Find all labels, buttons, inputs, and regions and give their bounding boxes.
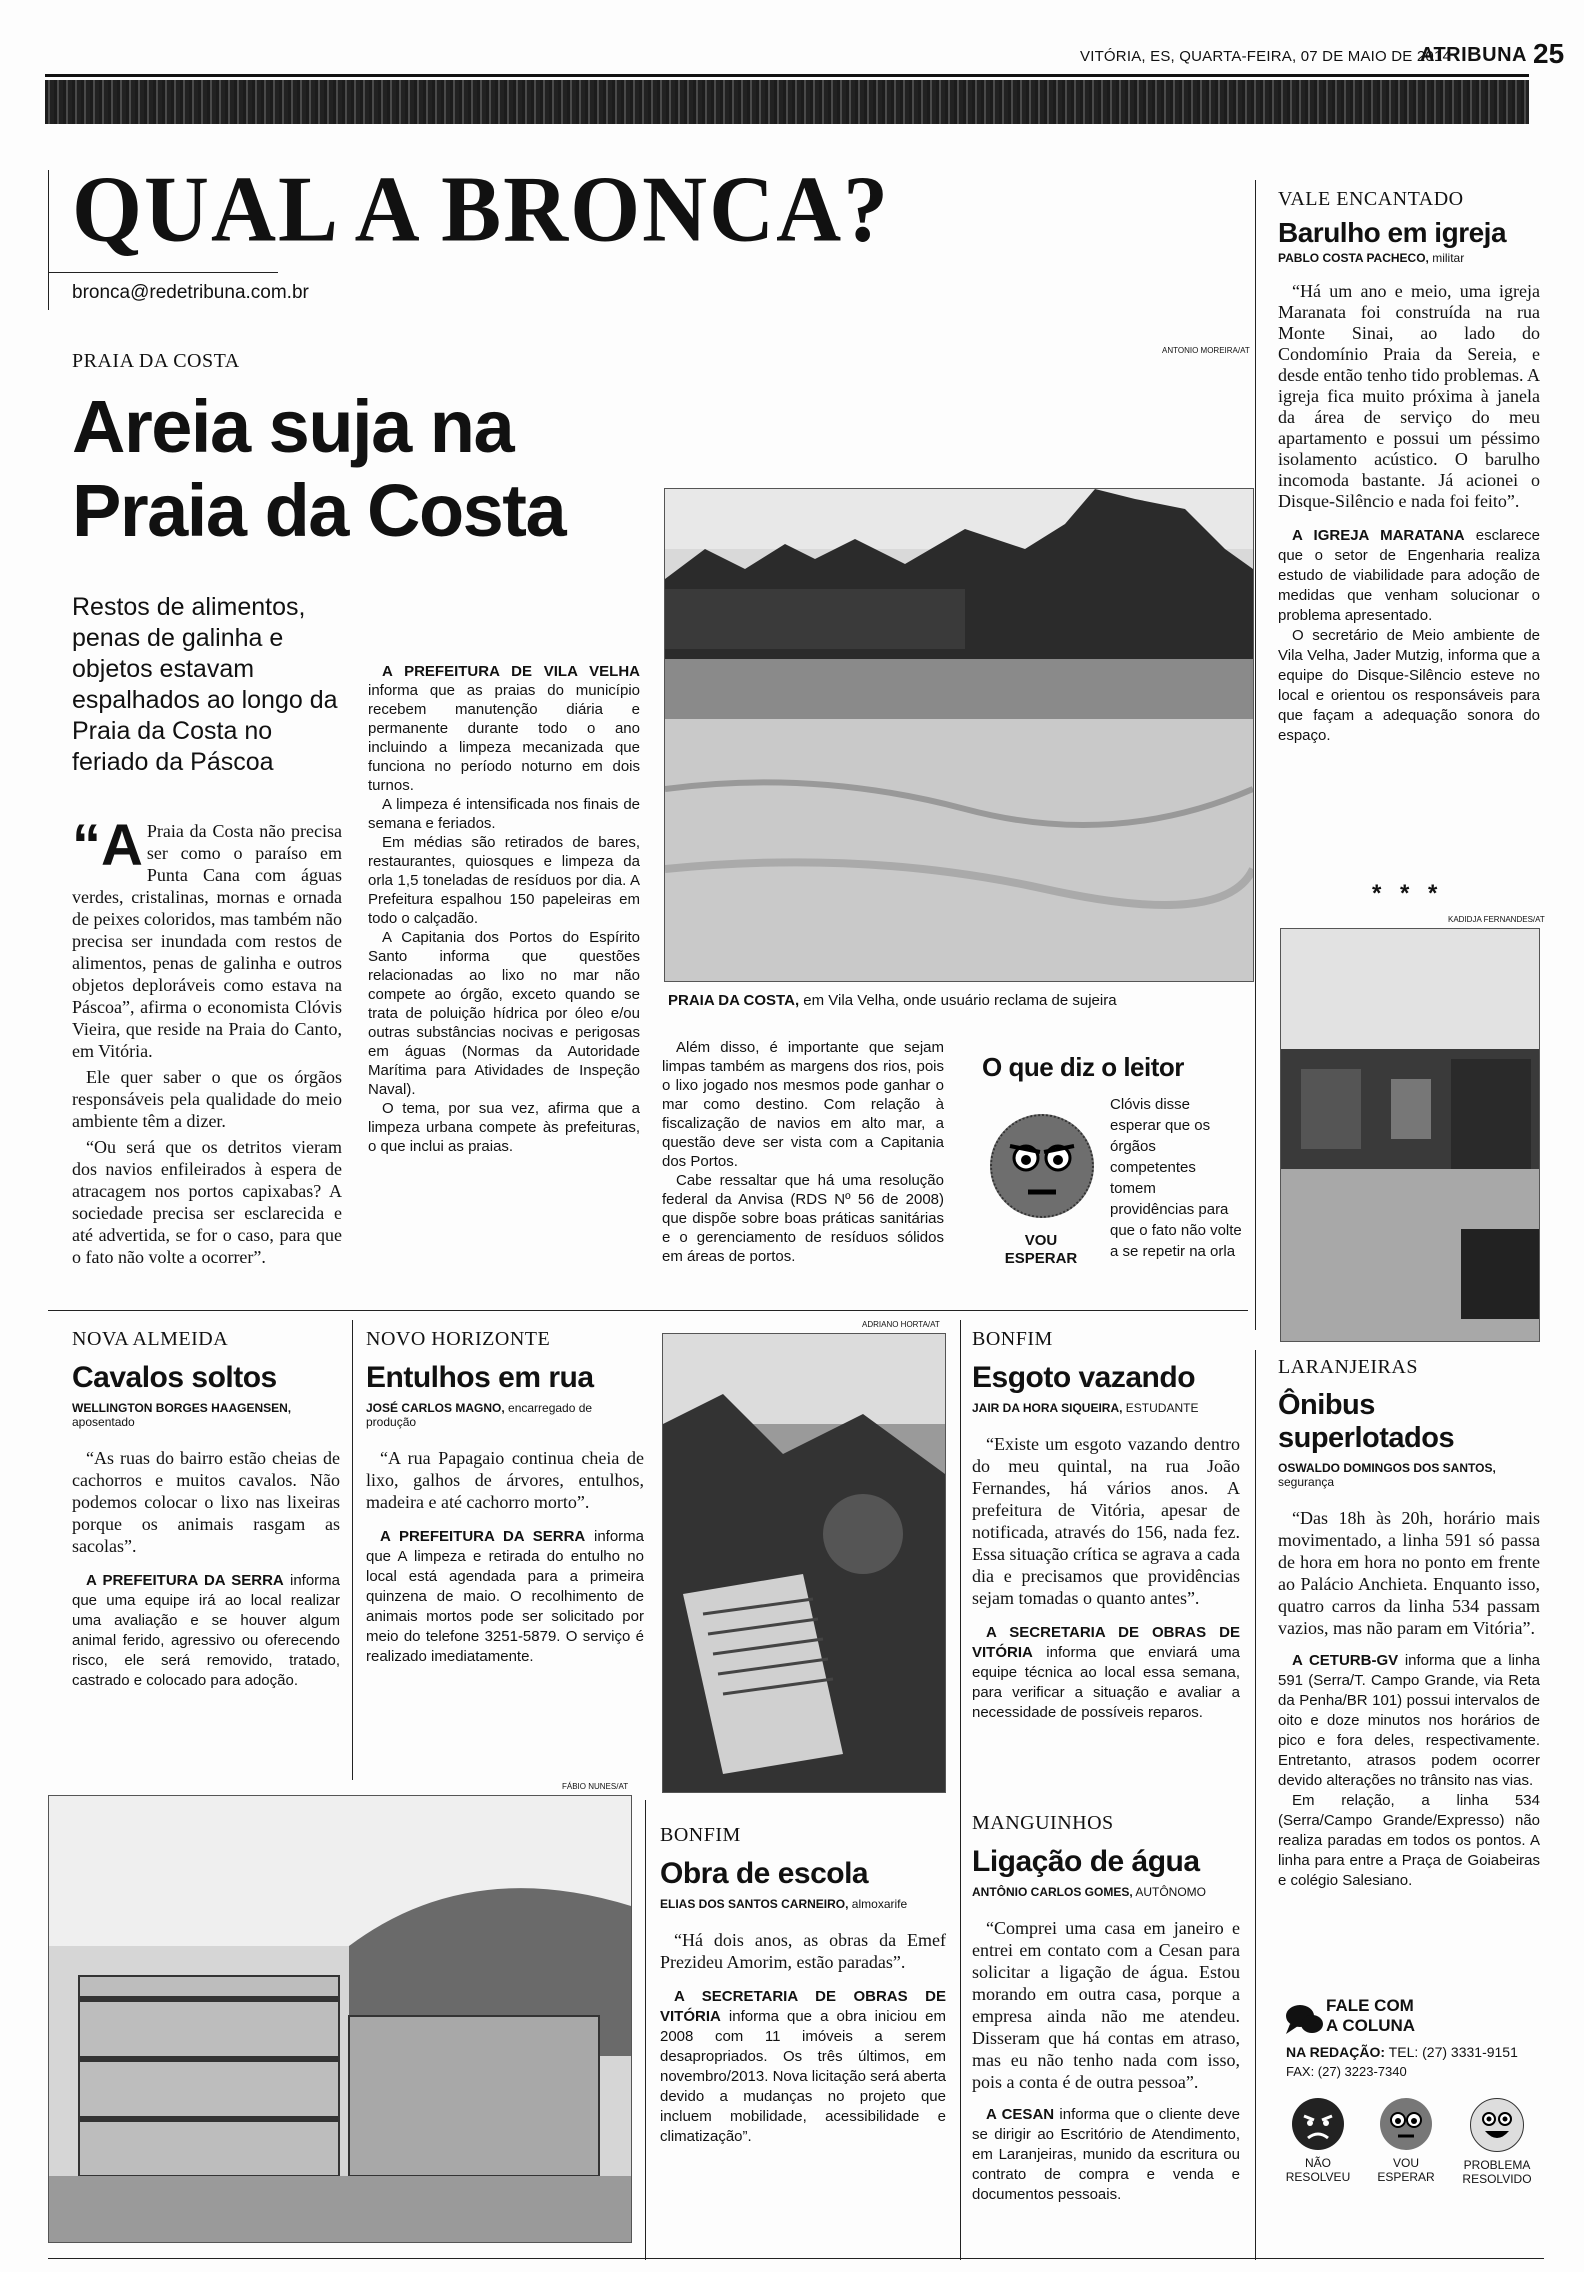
column-email[interactable]: bronca@redetribuna.com.br	[72, 282, 309, 303]
leitor-title: O que diz o leitor	[982, 1052, 1184, 1082]
bonfim-esgoto-role: ESTUDANTE	[1122, 1401, 1199, 1415]
main-headline	[72, 385, 565, 553]
vale-author: PABLO COSTA PACHECO,	[1278, 251, 1429, 265]
page-number: 25	[1533, 38, 1565, 69]
novo-horizonte-byline	[366, 1401, 644, 1429]
mid-divider-1	[352, 1320, 353, 1780]
manguinhos-quote: “Comprei uma casa em janeiro e entrei em contato com a Cesan para solicitar a ligação de água. Estou morando em outra casa, porque a empresa ainda não me atendeu. Disseram que há contas em atraso, mas eu não tenho nada com isso, pois a conta é de outra pessoa”.	[972, 1918, 1240, 2092]
legend-problema-resolvido-label	[1454, 2158, 1540, 2186]
novo-horizonte-response	[366, 1527, 644, 1667]
bonfim-escola-response-lead: A SECRETARIA DE OBRAS DE VITÓRIA	[660, 1988, 946, 2025]
vale-response-2: O secretário de Meio ambiente de Vila Velha, Jader Mutzig, informa que a equipe do Disque-Silêncio esteve no local e orientou os responsáveis para que façam a adequação sonora do espaço.	[1278, 627, 1540, 744]
legend-problema-resolvido	[1454, 2098, 1540, 2186]
nova-almeida-author: WELLINGTON BORGES HAAGENSEN,	[72, 1401, 292, 1415]
contact-title	[1326, 1996, 1415, 2036]
vale-byline	[1278, 251, 1540, 265]
paper-name: ATRIBUNA	[1420, 44, 1527, 66]
vale-encantado-block	[1278, 188, 1540, 746]
contact-box	[1276, 1988, 1546, 2258]
vale-response-lead: A IGREJA MARATANA	[1292, 527, 1465, 544]
bonfim-escola-author: ELIAS DOS SANTOS CARNEIRO,	[660, 1897, 849, 1911]
nova-almeida-role: aposentado	[72, 1415, 135, 1429]
main-headline-line-2: Praia da Costa	[72, 469, 566, 552]
contact-phone-lead: NA REDAÇÃO:	[1286, 2044, 1386, 2060]
vale-role: militar	[1428, 251, 1465, 265]
novo-horizonte-author: JOSÉ CARLOS MAGNO,	[366, 1401, 505, 1415]
novo-horizonte-section: NOVO HORIZONTE	[366, 1328, 551, 1350]
bonfim-esgoto-block	[972, 1328, 1240, 1723]
novo-horizonte-block	[366, 1328, 644, 1667]
main-response-1-text: informa que as praias do município recebem manutenção diária e permanente durante todo o ano incluindo a limpeza mecanizada que funciona no período noturno em dois turnos.	[368, 682, 640, 794]
bonfim-esgoto-headline: Esgoto vazando	[972, 1361, 1196, 1394]
bonfim-escola-headline: Obra de escola	[660, 1857, 869, 1890]
manguinhos-section: MANGUINHOS	[972, 1812, 1114, 1834]
bonfim-escola-quote: “Há dois anos, as obras da Emef Prezideu Amorim, estão paradas”.	[660, 1930, 946, 1972]
contact-phone[interactable]	[1286, 2044, 1518, 2060]
debris-photo	[662, 1333, 946, 1793]
grumpy-face-icon	[990, 1114, 1094, 1218]
bonfim-esgoto-response-text: informa que enviará uma equipe técnica ao local essa semana, para verificar a situação e avaliar a necessidade de possíveis reparos.	[972, 1644, 1240, 1721]
main-response-6: Além disso, é importante que sejam limpas também as margens dos rios, pois o lixo jogado nos mesmos pode ganhar o mar como destino. Com relação à fiscalização de navios em alto mar, a questão deve ser vista com a Capitania dos Portos.	[662, 1039, 944, 1170]
main-body-col-1	[72, 813, 342, 1272]
vale-photo-credit: KADIDJA FERNANDES/AT	[1448, 915, 1545, 924]
contact-title-line-2: A COLUNA	[1326, 2016, 1416, 2035]
leitor-box	[970, 1052, 1240, 1292]
nova-almeida-response	[72, 1571, 340, 1691]
bonfim-esgoto-response-lead: A SECRETARIA DE OBRAS DE VITÓRIA	[972, 1624, 1240, 1661]
waiting-face-drawing	[1380, 2098, 1432, 2150]
laranjeiras-quote: “Das 18h às 20h, horário mais movimentado, a linha 591 só passa de hora em hora no ponto em frente ao Palácio Anchieta. Enquanto isso, quatro carros da linha 534 passam vazios, mas não param em Vitória”.	[1278, 1508, 1540, 1638]
bonfim-esgoto-author: JAIR DA HORA SIQUEIRA,	[972, 1401, 1123, 1415]
vale-headline: Barulho em igreja	[1278, 217, 1507, 248]
bonfim-escola-response	[660, 1987, 946, 2147]
laranjeiras-byline	[1278, 1461, 1540, 1489]
nova-almeida-section: NOVA ALMEIDA	[72, 1328, 229, 1350]
bonfim-escola-block	[660, 1824, 946, 2147]
nova-almeida-block	[72, 1328, 340, 1691]
bottom-divider	[645, 1800, 646, 2260]
laranjeiras-role: segurança	[1278, 1475, 1335, 1489]
main-paragraph-1-text: Praia da Costa não precisa ser como o paraíso em Punta Cana com águas verdes, cristalinas, mornas e ornada de peixes coloridos, mas também não precisa ser inundada com restos de alimentos, penas de galinha e outros objetos deploráveis como estava na Páscoa”, afirma o economista Clóvis Vieira, que reside na Praia do Canto, em Vitória.	[72, 821, 342, 1061]
laranjeiras-response-lead: A CETURB-GV	[1292, 1652, 1399, 1669]
right-column-rule	[1255, 180, 1256, 1330]
angry-face-icon	[1292, 2098, 1344, 2150]
vale-response-text: esclarece que o setor de Engenharia realiza estudo de viabilidade para adoção de medidas que venham solucionar o problema apresentado.	[1278, 527, 1540, 624]
legend-vou-esperar-label-1: VOU	[1392, 2156, 1419, 2170]
bonfim-escola-section: BONFIM	[660, 1824, 741, 1846]
main-response-1	[368, 662, 640, 795]
header-band	[45, 80, 1529, 124]
waiting-face-icon	[1380, 2098, 1432, 2150]
middle-row-top-rule	[48, 1310, 1248, 1311]
main-response-7: Cabe ressaltar que há uma resolução federal da Anvisa (RDS Nº 56 de 2008) que dispõe sobre boas práticas sanitárias e o gerenciamento de resíduos sólidos em áreas de portos.	[662, 1172, 944, 1265]
leitor-face-label: VOU ESPERAR	[1004, 1232, 1078, 1267]
bonfim-esgoto-section: BONFIM	[972, 1328, 1053, 1350]
main-paragraph-1	[72, 813, 342, 1062]
manguinhos-response-lead: A CESAN	[986, 2106, 1055, 2123]
page-bottom-rule	[48, 2258, 1544, 2259]
novo-horizonte-quote: “A rua Papagaio continua cheia de lixo, galhos de árvores, entulhos, madeira e até cachorro morto”.	[366, 1448, 644, 1512]
nova-almeida-headline: Cavalos soltos	[72, 1361, 277, 1394]
section-stars: * * *	[1372, 880, 1444, 907]
main-paragraph-2: Ele quer saber o que os órgãos responsáveis pela qualidade do meio ambiente têm a dizer.	[72, 1067, 342, 1131]
vale-section-label: VALE ENCANTADO	[1278, 188, 1464, 210]
legend-nao-resolveu-label	[1278, 2156, 1358, 2184]
manguinhos-block	[972, 1812, 1240, 2205]
beach-photo-drawing	[665, 489, 1253, 981]
main-response-2: A limpeza é intensificada nos finais de semana e feriados.	[368, 796, 640, 832]
main-photo	[664, 488, 1254, 982]
laranjeiras-block	[1278, 1356, 1540, 1891]
manguinhos-headline: Ligação de água	[972, 1845, 1200, 1878]
bonfim-escola-byline	[660, 1897, 946, 1911]
header-band-top-rule	[45, 74, 1529, 77]
main-response-3: Em médias são retirados de bares, restaurantes, quiosques e limpeza da orla 1,5 toneladas de resíduos por dia. A Prefeitura espalhou 150 papeleiras em todo o calçadão.	[368, 834, 640, 927]
speech-bubble-icon	[1284, 2000, 1324, 2040]
angry-face-drawing	[1292, 2098, 1344, 2150]
legend-vou-esperar	[1366, 2098, 1446, 2184]
laranjeiras-rule	[1255, 1350, 1256, 2260]
happy-face-drawing	[1471, 2099, 1523, 2151]
main-paragraph-3: “Ou será que os detritos vieram dos navios enfileirados à espera de atracagem nos portos capixabas? A sociedade precisa ser esclarecida e até advertida, se for o caso, para que o fato não volte a ocorrer”.	[72, 1137, 342, 1267]
main-section-label: PRAIA DA COSTA	[72, 350, 240, 372]
main-response-4: A Capitania dos Portos do Espírito Santo informa que questões relacionadas ao lixo no mar não compete ao órgão, exceto quando se trata de poluição hídrica por óleo e/ou outras substâncias nocivas e perigosas em águas (Normas da Autoridade Marítima para Atividades de Inspeção Naval).	[368, 929, 640, 1098]
main-caption-lead: PRAIA DA COSTA,	[668, 992, 800, 1009]
legend-vou-esperar-label	[1366, 2156, 1446, 2184]
school-photo-drawing	[49, 1796, 631, 2242]
title-under-rule	[48, 272, 278, 273]
page-header	[40, 28, 1570, 68]
nova-almeida-response-lead: A PREFEITURA DA SERRA	[86, 1572, 284, 1589]
legend-nao-resolveu	[1278, 2098, 1358, 2184]
legend-problema-resolvido-label-2: RESOLVIDO	[1462, 2172, 1532, 2186]
nova-almeida-byline	[72, 1401, 340, 1429]
church-photo	[1280, 928, 1540, 1342]
bonfim-esgoto-quote: “Existe um esgoto vazando dentro do meu quintal, na rua João Fernandes, há vários anos. A prefeitura de Vitória, apesar de notificada, através do 156, nada fez. Essa situação crítica se agrava a cada dia e precisamos que providências sejam tomadas o quanto antes”.	[972, 1434, 1240, 1608]
happy-face-icon	[1470, 2098, 1524, 2152]
nova-almeida-response-text: informa que uma equipe irá ao local realizar uma avaliação e se houver algum animal ferido, agressivo ou oferecendo risco, ele será removido, tratado, castrado e colocado para adoção.	[72, 1572, 340, 1689]
main-deck: Restos de alimentos, penas de galinha e objetos estavam espalhados ao longo da Praia da Costa no feriado da Páscoa	[72, 593, 338, 776]
main-body-col-3	[662, 1038, 944, 1266]
leitor-text: Clóvis disse esperar que os órgãos competentes tomem providências para que o fato não volte a se repetir na orla	[1110, 1096, 1242, 1260]
novo-horizonte-response-text: informa que A limpeza e retirada do entulho no local está agendada para a primeira quinzena de maio. O recolhimento de animais mortos pode ser solicitado por meio do telefone 3251-5879. O serviço é realizado imediatamente.	[366, 1528, 644, 1665]
laranjeiras-response-1	[1278, 1651, 1540, 1791]
column-title: QUAL A BRONCA?	[72, 157, 891, 262]
contact-title-line-1: FALE COM	[1326, 1996, 1414, 2015]
church-photo-drawing	[1281, 929, 1539, 1341]
speech-bubble-drawing	[1284, 2000, 1324, 2040]
novo-horizonte-headline: Entulhos em rua	[366, 1361, 594, 1394]
novo-horizonte-role: encarregado de produção	[366, 1401, 593, 1429]
vale-quote: “Há um ano e meio, uma igreja Maranata foi construída na rua Monte Sinai, ao lado do Condomínio Praia da Sereia, e desde então tenho tido problemas. A igreja fica muito próxima à janela da área de serviço do meu apartamento e possui um péssimo isolamento acústico. O barulho incomoda bastante. Já acionei o Disque-Silêncio e nada foi feito”.	[1278, 281, 1540, 511]
contact-phone-text: TEL: (27) 3331-9151	[1385, 2044, 1518, 2060]
manguinhos-role: AUTÔNOMO	[1132, 1885, 1207, 1899]
main-photo-credit: ANTONIO MOREIRA/AT	[1162, 346, 1250, 355]
laranjeiras-response-text: informa que a linha 591 (Serra/T. Campo Grande, via Reta da Penha/BR 101) possui intervalos de oito e doze minutos nos horários de pico e fora deles, respectivamente. Entretanto, atrasos podem ocorrer devido alterações no trânsito nas vias.	[1278, 1652, 1541, 1789]
legend-nao-resolveu-label-2: RESOLVEU	[1285, 2170, 1351, 2184]
contact-fax[interactable]: FAX: (27) 3223-7340	[1286, 2064, 1407, 2079]
bonfim-escola-response-text: informa que a obra iniciou em 2008 com 11 imóveis a serem desapropriados. Os três últimos, em novembro/2013. Nova licitação será aberta devido a mudanças no projeto que incluem mobilidade, acessibilidade e climatização”.	[660, 2008, 946, 2145]
title-left-rule	[48, 170, 49, 310]
laranjeiras-section: LARANJEIRAS	[1278, 1356, 1418, 1378]
dateline: VITÓRIA, ES, QUARTA-FEIRA, 07 DE MAIO DE 2014	[1080, 48, 1452, 65]
main-body-col-2	[368, 662, 640, 1156]
manguinhos-byline	[972, 1885, 1240, 1899]
manguinhos-author: ANTÔNIO CARLOS GOMES,	[972, 1885, 1133, 1899]
nova-almeida-quote: “As ruas do bairro estão cheias de cachorros e muitos cavalos. Não podemos colocar o lixo nas lixeiras porque os animais rasgam as sacolas”.	[72, 1448, 340, 1556]
laranjeiras-headline: Ônibus superlotados	[1278, 1389, 1455, 1454]
laranjeiras-response-2: Em relação, a linha 534 (Serra/Campo Grande/Expresso) não realiza paradas em todos os pontos. A linha para entre a Praça de Goiabeiras e colégio Salesiano.	[1278, 1792, 1540, 1889]
main-photo-caption	[668, 992, 1248, 1009]
legend-nao-resolveu-label-1: NÃO	[1304, 2156, 1331, 2170]
main-caption-text: em Vila Velha, onde usuário reclama de sujeira	[799, 992, 1117, 1009]
legend-vou-esperar-label-2: ESPERAR	[1377, 2170, 1435, 2184]
main-headline-line-1: Areia suja na	[72, 385, 514, 468]
drop-quote: “A	[72, 813, 143, 878]
manguinhos-response-text: informa que o cliente deve se dirigir ao Escritório de Atendimento, em Laranjeiras, munido da escritura ou contrato de compra e venda e documentos pessoais.	[972, 2106, 1240, 2203]
novo-horizonte-photo-credit: ADRIANO HORTA/AT	[862, 1320, 940, 1329]
school-photo-credit: FÁBIO NUNES/AT	[562, 1782, 629, 1791]
mid-divider-2	[960, 1320, 961, 2260]
novo-horizonte-response-lead: A PREFEITURA DA SERRA	[380, 1528, 586, 1545]
bonfim-esgoto-response	[972, 1623, 1240, 1723]
main-response-5: O tema, por sua vez, afirma que a limpeza urbana compete às prefeituras, o que inclui as praias.	[368, 1100, 640, 1155]
laranjeiras-author: OSWALDO DOMINGOS DOS SANTOS,	[1278, 1461, 1496, 1475]
grumpy-face-drawing	[992, 1116, 1092, 1216]
vale-response-1	[1278, 526, 1540, 626]
legend-problema-resolvido-label-1: PROBLEMA	[1463, 2158, 1531, 2172]
school-photo	[48, 1795, 632, 2243]
bonfim-escola-role: almoxarife	[848, 1897, 908, 1911]
main-response-1-lead: A PREFEITURA DE VILA VELHA	[382, 663, 640, 680]
debris-photo-drawing	[663, 1334, 945, 1792]
manguinhos-response	[972, 2105, 1240, 2205]
bonfim-esgoto-byline	[972, 1401, 1240, 1415]
